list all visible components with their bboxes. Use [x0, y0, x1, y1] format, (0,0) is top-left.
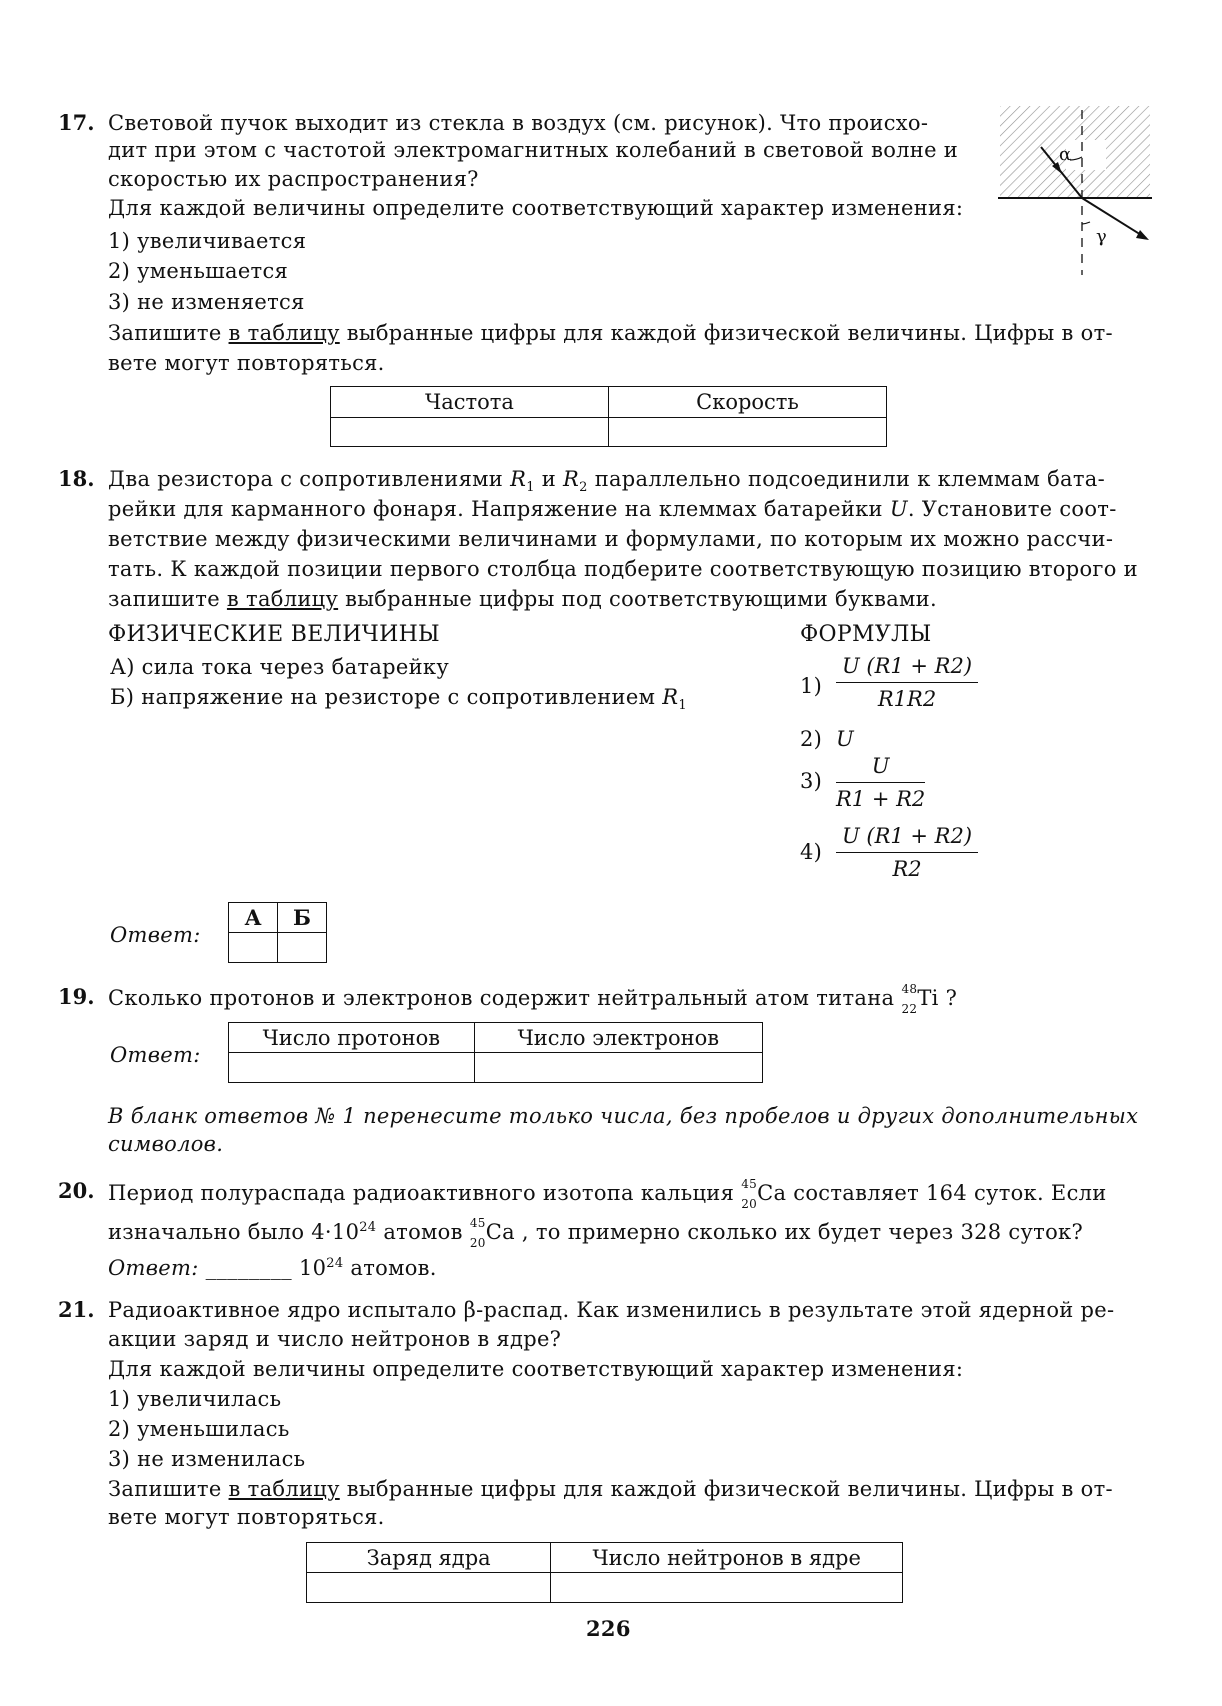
calcium-nuclide-2: 45 20: [469, 1215, 486, 1250]
q21-answer-table: [306, 1542, 903, 1603]
q17-line-1: Световой пучок выходит из стекла в воздух (см. рисунок). Что происхо-: [108, 111, 929, 135]
q18-cell-a[interactable]: [229, 933, 278, 963]
calcium-nuclide: 45 20: [741, 1176, 758, 1211]
q21-option-2: 2) уменьшилась: [108, 1417, 290, 1441]
q17-option-1: 1) увеличивается: [108, 229, 307, 253]
refracted-arrowhead: [1136, 230, 1149, 240]
question-19-number: 19.: [58, 984, 95, 1009]
q21-cell-charge[interactable]: [307, 1573, 551, 1603]
q17-col-speed: Скорость: [609, 387, 887, 418]
question-18-number: 18.: [58, 466, 95, 491]
q21-col-charge: Заряд ядра: [307, 1543, 551, 1573]
q21-line-1: Радиоактивное ядро испытало β-распад. Как изменились в результате этой ядерной ре-: [108, 1298, 1115, 1322]
alpha-label: α: [1059, 144, 1072, 165]
q20-answer-blank[interactable]: ________: [205, 1256, 292, 1280]
formula-1-label: 1): [800, 674, 823, 698]
q17-option-3: 3) не изменяется: [108, 290, 305, 314]
answer-sheet-note: В бланк ответов № 1 перенесите только числа, без пробелов и других дополнительных: [108, 1104, 1139, 1128]
q18-header-formulas: ФОРМУЛЫ: [800, 622, 932, 647]
q18-line-2: рейки для карманного фонаря. Напряжение на клеммах батарейки U. Установите соот-: [108, 497, 1117, 521]
q17-col-frequency: Частота: [331, 387, 609, 418]
q18-line-5: запишите в таблицу выбранные цифры под соответствующими буквами.: [108, 587, 937, 611]
q17-line-3: скоростью их распространения?: [108, 167, 479, 191]
refracted-ray: [1082, 198, 1146, 238]
q19-answer-label: Ответ:: [110, 1043, 201, 1067]
q17-line-4: Для каждой величины определите соответствующий характер изменения:: [108, 196, 964, 220]
q19-text: Сколько протонов и электронов содержит нейтральный атом титана 48 22 Ti ?: [108, 981, 958, 1016]
formula-2: U: [836, 727, 854, 751]
formula-3-label: 3): [800, 769, 823, 793]
q18-item-a: А) сила тока через батарейку: [110, 655, 450, 679]
q19-answer-table: [228, 1022, 763, 1083]
q18-cell-b[interactable]: [278, 933, 327, 963]
label-background: [1066, 140, 1106, 170]
q17-line-2: дит при этом с частотой электромагнитных колебаний в световой волне и: [108, 138, 959, 162]
refraction-figure: [996, 100, 1166, 280]
formula-4-label: 4): [800, 840, 823, 864]
q17-cell-speed[interactable]: [609, 418, 887, 447]
question-20-number: 20.: [58, 1178, 95, 1203]
q21-col-neutrons: Число нейтронов в ядре: [551, 1543, 903, 1573]
gamma-arc: [1082, 222, 1090, 224]
q17-answer-table: [330, 386, 887, 447]
q17-cell-frequency[interactable]: [331, 418, 609, 447]
q18-col-b: Б: [278, 903, 327, 933]
q19-col-electrons: Число электронов: [474, 1023, 762, 1053]
q19-cell-electrons[interactable]: [474, 1053, 762, 1083]
q21-instruction-2: вете могут повторяться.: [108, 1505, 385, 1529]
formula-3: $\frac{U}{R1 + R2}$: [836, 754, 926, 811]
q17-instruction: Запишите в таблицу выбранные цифры для каждой физической величины. Цифры в от-: [108, 321, 1113, 345]
q18-line-1: Два резистора с сопротивлениями $R_1$ и $R_2$ параллельно подсоединили к клеммам бата-: [108, 467, 1105, 496]
q20-answer: Ответ: ________ $10^{24}$ атомов.: [108, 1256, 437, 1280]
q18-answer-label: Ответ:: [110, 923, 201, 947]
q18-answer-table: [228, 902, 327, 963]
formula-4: $\frac{U (R1 + R2)}{R2}$: [836, 822, 978, 883]
q21-option-1: 1) увеличилась: [108, 1387, 282, 1411]
titanium-nuclide: 48 22: [901, 981, 918, 1016]
q18-col-a: А: [229, 903, 278, 933]
q18-line-4: тать. К каждой позиции первого столбца подберите соответствующую позицию второго и: [108, 557, 1138, 581]
question-21-number: 21.: [58, 1297, 95, 1322]
q21-cell-neutrons[interactable]: [551, 1573, 903, 1603]
q21-instruction: Запишите в таблицу выбранные цифры для каждой физической величины. Цифры в от-: [108, 1477, 1113, 1501]
page-number: 226: [586, 1616, 631, 1641]
gamma-label: γ: [1096, 226, 1107, 247]
q18-header-quantities: ФИЗИЧЕСКИЕ ВЕЛИЧИНЫ: [108, 622, 440, 647]
q17-instruction-2: вете могут повторяться.: [108, 351, 385, 375]
formula-1: $\frac{U (R1 + R2)}{R1R2}$: [836, 652, 978, 713]
q18-item-b: Б) напряжение на резисторе с сопротивлением $R_1$: [110, 685, 687, 714]
question-17-number: 17.: [58, 110, 95, 135]
q20-line-1: Период полураспада радиоактивного изотопа кальция 45 20 Ca составляет 164 суток. Если: [108, 1176, 1107, 1211]
q17-option-2: 2) уменьшается: [108, 259, 289, 283]
q20-line-2: изначально было $4\cdot 10^{24}$ атомов 45 20 Ca , то примерно сколько их будет через 328 суток?: [108, 1215, 1083, 1250]
q21-line-2: акции заряд и число нейтронов в ядре?: [108, 1327, 562, 1351]
q18-line-3: ветствие между физическими величинами и формулами, по которым их можно рассчи-: [108, 527, 1114, 551]
q21-option-3: 3) не изменилась: [108, 1447, 306, 1471]
formula-2-label: 2): [800, 727, 823, 751]
answer-sheet-note-2: символов.: [108, 1132, 224, 1156]
q19-col-protons: Число протонов: [229, 1023, 475, 1053]
q19-cell-protons[interactable]: [229, 1053, 475, 1083]
q21-line-3: Для каждой величины определите соответствующий характер изменения:: [108, 1357, 964, 1381]
